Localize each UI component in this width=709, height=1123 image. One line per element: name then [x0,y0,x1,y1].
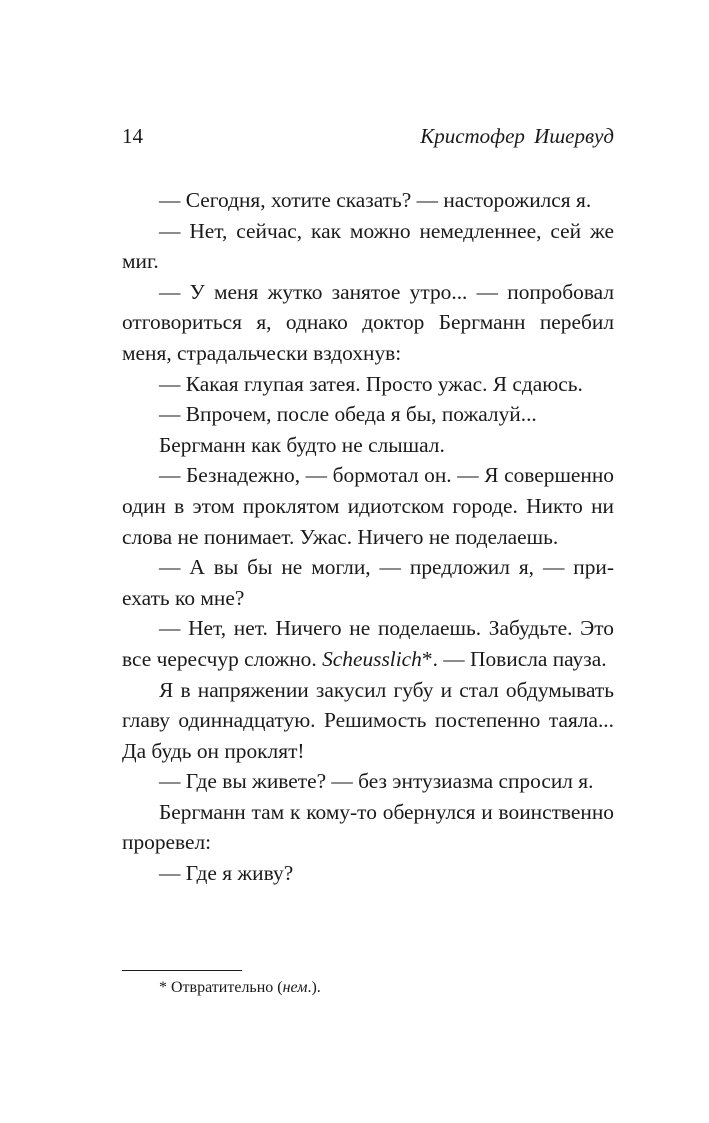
italic-foreign-word: Scheusslich [322,646,422,671]
footnote-divider [122,970,242,971]
paragraph: Я в напряжении закусил губу и стал обдумывать главу одиннадцатую. Решимость постепенно таяла... Да будь он проклят! [122,677,614,763]
paragraph-text-after: *. — Повисла пауза. [421,646,607,671]
book-page [122,0,614,1123]
paragraph-text-before: — Нет, нет. Ничего не поделаешь. Забудьте. Это все чересчур сложно. [122,616,614,671]
paragraph: — Где вы живете? — без энтузиазма спросил я. [159,769,594,794]
paragraph: — У меня жутко занятое утро... — попробовал отговориться я, однако доктор Бергманн перебил меня, страдальчески вздохнув: [122,279,614,365]
paragraph: — Сегодня, хотите сказать? — насторожился я. [159,188,592,212]
paragraph: — Какая глупая затея. Просто ужас. Я сдаюсь. [159,371,583,396]
footnote [159,977,321,999]
running-head [122,121,614,151]
paragraph: Бергманн там к кому-то обернулся и воинственно проревел: [122,799,614,855]
paragraph: — Где я живу? [159,861,294,886]
paragraph [122,613,614,674]
footnote-text-after: .). [307,979,321,996]
author-running-title: Кристофер Ишервуд [420,124,614,148]
footnote-text-before: * Отвратительно ( [159,979,283,996]
body-text [122,185,614,889]
paragraph: Бергманн как будто не слышал. [159,432,445,457]
paragraph: — А вы бы не могли, — предложил я, — приехать ко мне? [122,555,614,610]
page-number: 14 [122,124,143,148]
footnote-italic: нем [282,979,308,996]
paragraph: — Впрочем, после обеда я бы, пожалуй... [159,402,537,427]
paragraph: — Безнадежно, — бормотал он. — Я совершенно один в этом проклятом идиотском городе. Никто ни слова не понимает. Ужас. Ничего не поделаешь. [122,463,614,549]
paragraph: — Нет, сейчас, как можно немедленнее, сей же миг. [122,218,614,274]
